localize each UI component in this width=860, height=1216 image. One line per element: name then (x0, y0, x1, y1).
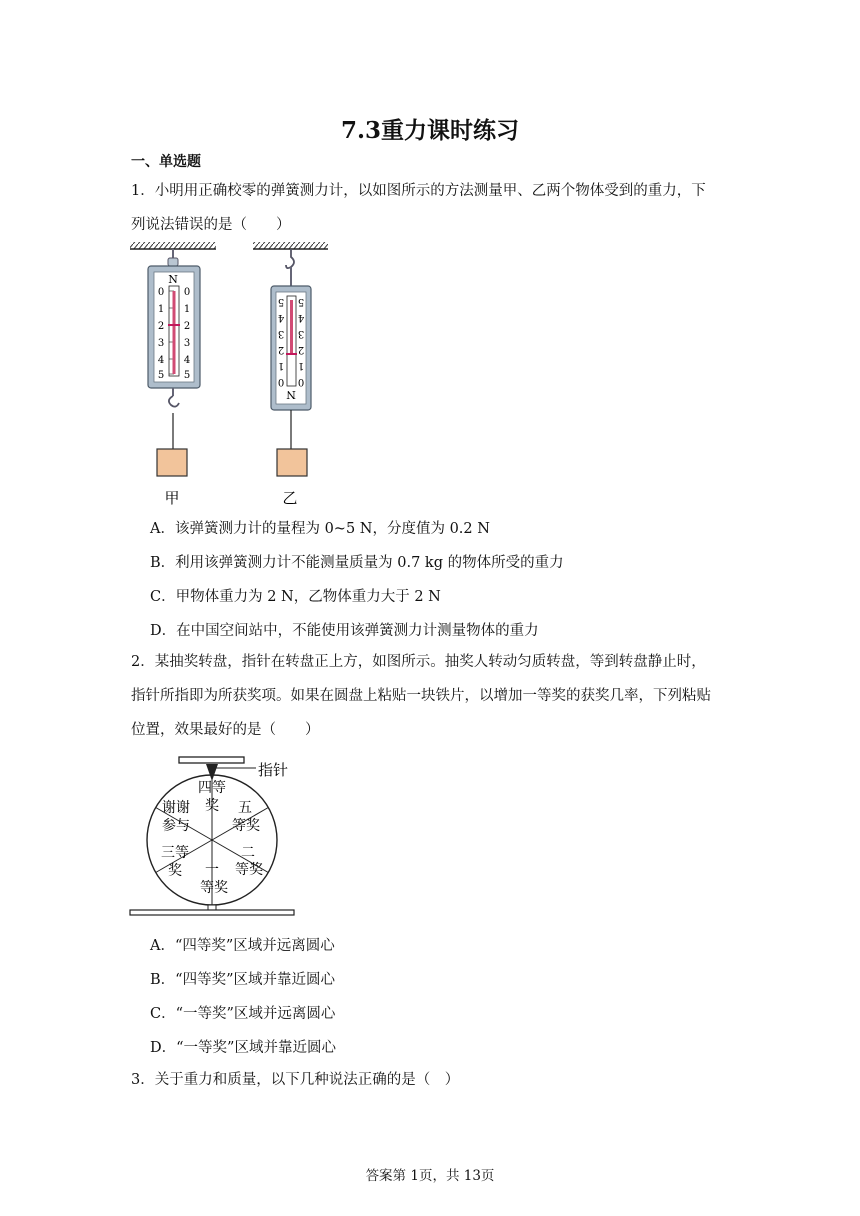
sector-thanks-b: 参与 (162, 818, 190, 834)
sector-one-a: 一 (205, 862, 219, 878)
inv-tick-right-1: 1 (297, 360, 305, 371)
spring-scale-figure (128, 238, 328, 508)
tick-left-3: 3 (157, 338, 165, 349)
q1-option-c: C．甲物体重力为 2 N，乙物体重力大于 2 N (150, 589, 441, 605)
q1-stem-line1: 1．小明用正确校零的弹簧测力计，以如图所示的方法测量甲、乙两个物体受到的重力，下 (131, 183, 706, 199)
sector-five-a: 五 (238, 800, 252, 816)
inv-tick-left-3: 3 (277, 328, 285, 339)
tick-left-1: 1 (157, 304, 165, 315)
sector-three-a: 三等 (161, 845, 189, 861)
sector-five-b: 等奖 (232, 818, 260, 834)
label-yi: 乙 (282, 489, 298, 507)
label-jia: 甲 (164, 489, 180, 507)
tick-right-4: 4 (183, 355, 191, 366)
sector-one-b: 等奖 (200, 880, 228, 896)
q3-stem: 3．关于重力和质量，以下几种说法正确的是（ ） (131, 1072, 460, 1088)
ceiling-left (130, 242, 216, 249)
inv-tick-left-4: 4 (277, 312, 285, 323)
spring-scale-left (148, 249, 200, 507)
tick-right-3: 3 (183, 338, 191, 349)
sector-four-b: 奖 (205, 798, 219, 814)
q1-option-b: B．利用该弹簧测力计不能测量质量为 0.7 kg 的物体所受的重力 (150, 555, 564, 571)
q2-stem-line3: 位置，效果最好的是（ ） (131, 722, 320, 738)
weight-block-right (277, 449, 307, 476)
tick-left-4: 4 (157, 355, 165, 366)
tick-left-5: 5 (157, 370, 165, 381)
inv-unit-label: N (286, 388, 296, 401)
sector-thanks-a: 谢谢 (162, 800, 190, 816)
inv-tick-left-2: 2 (277, 344, 285, 355)
page-title: 7.3重力课时练习 (340, 117, 519, 144)
tick-left-2: 2 (157, 321, 165, 332)
q2-stem-line1: 2．某抽奖转盘，指针在转盘正上方，如图所示。抽奖人转动匀质转盘，等到转盘静止时， (131, 654, 706, 670)
weight-block-left (157, 449, 187, 476)
q1-option-d: D．在中国空间站中，不能使用该弹簧测力计测量物体的重力 (150, 623, 539, 639)
q2-option-c: C．“一等奖”区域并远离圆心 (150, 1006, 336, 1022)
sector-two-b: 等奖 (235, 862, 263, 878)
unit-label-left: N (168, 273, 178, 286)
spring-scale-right (271, 249, 311, 507)
inv-tick-left-0: 0 (277, 376, 285, 387)
tick-right-5: 5 (183, 370, 191, 381)
section-heading: 一、单选题 (131, 154, 201, 170)
inv-tick-right-4: 4 (297, 312, 305, 323)
inv-tick-right-2: 2 (297, 344, 305, 355)
tick-right-2: 2 (183, 321, 191, 332)
lottery-wheel-figure (128, 754, 308, 916)
sector-four-a: 四等 (198, 780, 226, 796)
q2-stem (131, 645, 731, 747)
tick-right-1: 1 (183, 304, 191, 315)
tick-left-0: 0 (157, 287, 165, 298)
q1-option-a: A．该弹簧测力计的量程为 0~5 N，分度值为 0.2 N (150, 521, 490, 537)
inv-tick-right-5: 5 (297, 296, 305, 307)
inv-tick-right-3: 3 (297, 328, 305, 339)
sector-three-b: 奖 (168, 863, 182, 879)
tick-right-0: 0 (183, 287, 191, 298)
inv-tick-left-5: 5 (277, 296, 285, 307)
q1-stem-line2: 列说法错误的是（ ） (131, 217, 291, 233)
inv-tick-right-0: 0 (297, 376, 305, 387)
pointer-label: 指针 (258, 761, 289, 779)
inv-tick-left-1: 1 (277, 360, 285, 371)
q2-stem-line2: 指针所指即为所获奖项。如果在圆盘上粘贴一块铁片，以增加一等奖的获奖几率，下列粘贴 (131, 688, 711, 704)
q2-option-a: A．“四等奖”区域并远离圆心 (150, 938, 335, 954)
ceiling-right (253, 242, 328, 249)
q2-option-d: D．“一等奖”区域并靠近圆心 (150, 1040, 336, 1056)
sector-two-a: 二 (241, 845, 255, 861)
q2-option-b: B．“四等奖”区域并靠近圆心 (150, 972, 335, 988)
q1-stem (131, 174, 731, 242)
page-footer: 答案第 1页，共 13页 (365, 1168, 495, 1184)
